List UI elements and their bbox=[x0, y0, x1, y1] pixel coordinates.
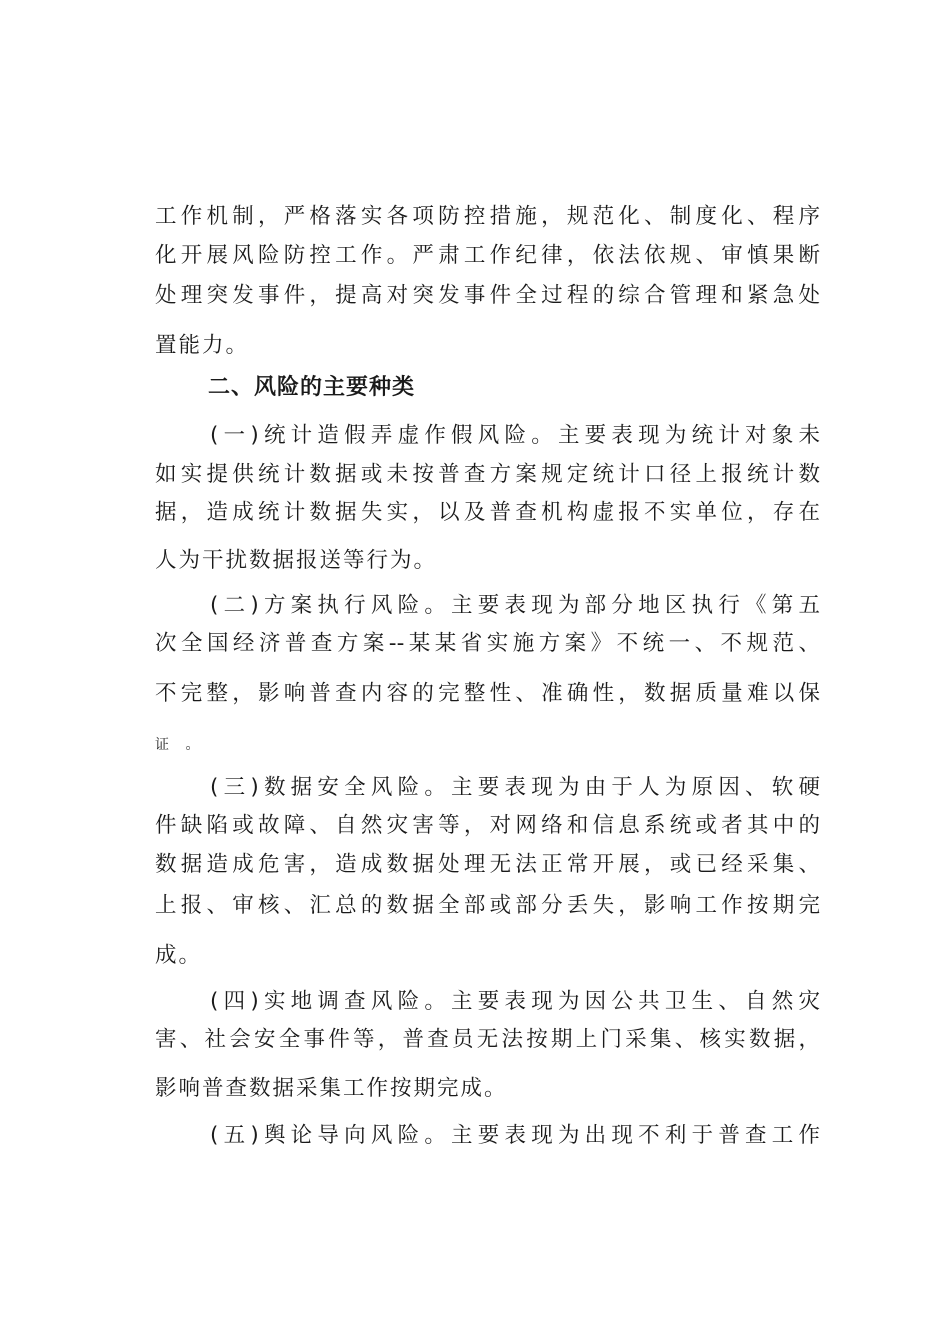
paragraph-line: 数据造成危害，造成数据处理无法正常开展，或已经采集、 bbox=[155, 852, 820, 877]
paragraph-line: 害、社会安全事件等，普查员无法按期上门采集、核实数据， bbox=[155, 1027, 820, 1052]
paragraph-line: 件缺陷或故障、自然灾害等，对网络和信息系统或者其中的 bbox=[155, 813, 820, 838]
paragraph-line: (三)数据安全风险。主要表现为由于人为原因、软硬 bbox=[210, 775, 820, 800]
paragraph-line: 影响普查数据采集工作按期完成。 bbox=[155, 1076, 508, 1101]
paragraph-line: 上报、审核、汇总的数据全部或部分丢失，影响工作按期完 bbox=[155, 893, 820, 918]
paragraph-line: 置能力。 bbox=[155, 333, 250, 358]
paragraph-line: 成。 bbox=[155, 943, 203, 968]
paragraph-line: 如实提供统计数据或未按普查方案规定统计口径上报统计数 bbox=[155, 462, 820, 487]
paragraph-line: 据，造成统计数据失实，以及普查机构虚报不实单位，存在 bbox=[155, 500, 820, 525]
paragraph-line: 人为干扰数据报送等行为。 bbox=[155, 548, 438, 573]
paragraph-line: 处理突发事件，提高对突发事件全过程的综合管理和紧急处 bbox=[155, 283, 820, 308]
paragraph-line: (四)实地调查风险。主要表现为因公共卫生、自然灾 bbox=[210, 989, 820, 1014]
paragraph-line: (一)统计造假弄虚作假风险。主要表现为统计对象未 bbox=[210, 423, 820, 448]
paragraph-line: 不完整，影响普查内容的完整性、准确性，数据质量难以保 bbox=[155, 681, 820, 706]
section-heading: 二、风险的主要种类 bbox=[208, 375, 416, 400]
paragraph-line: 化开展风险防控工作。严肃工作纪律，依法依规、审慎果断 bbox=[155, 243, 820, 268]
paragraph-line: (五)舆论导向风险。主要表现为出现不利于普查工作 bbox=[210, 1123, 820, 1148]
paragraph-line: 证 。 bbox=[155, 737, 206, 753]
paragraph-line: 次全国经济普查方案--某某省实施方案》不统一、不规范、 bbox=[155, 631, 820, 656]
paragraph-line: (二)方案执行风险。主要表现为部分地区执行《第五 bbox=[210, 593, 820, 618]
paragraph-line: 工作机制，严格落实各项防控措施，规范化、制度化、程序 bbox=[155, 204, 820, 229]
